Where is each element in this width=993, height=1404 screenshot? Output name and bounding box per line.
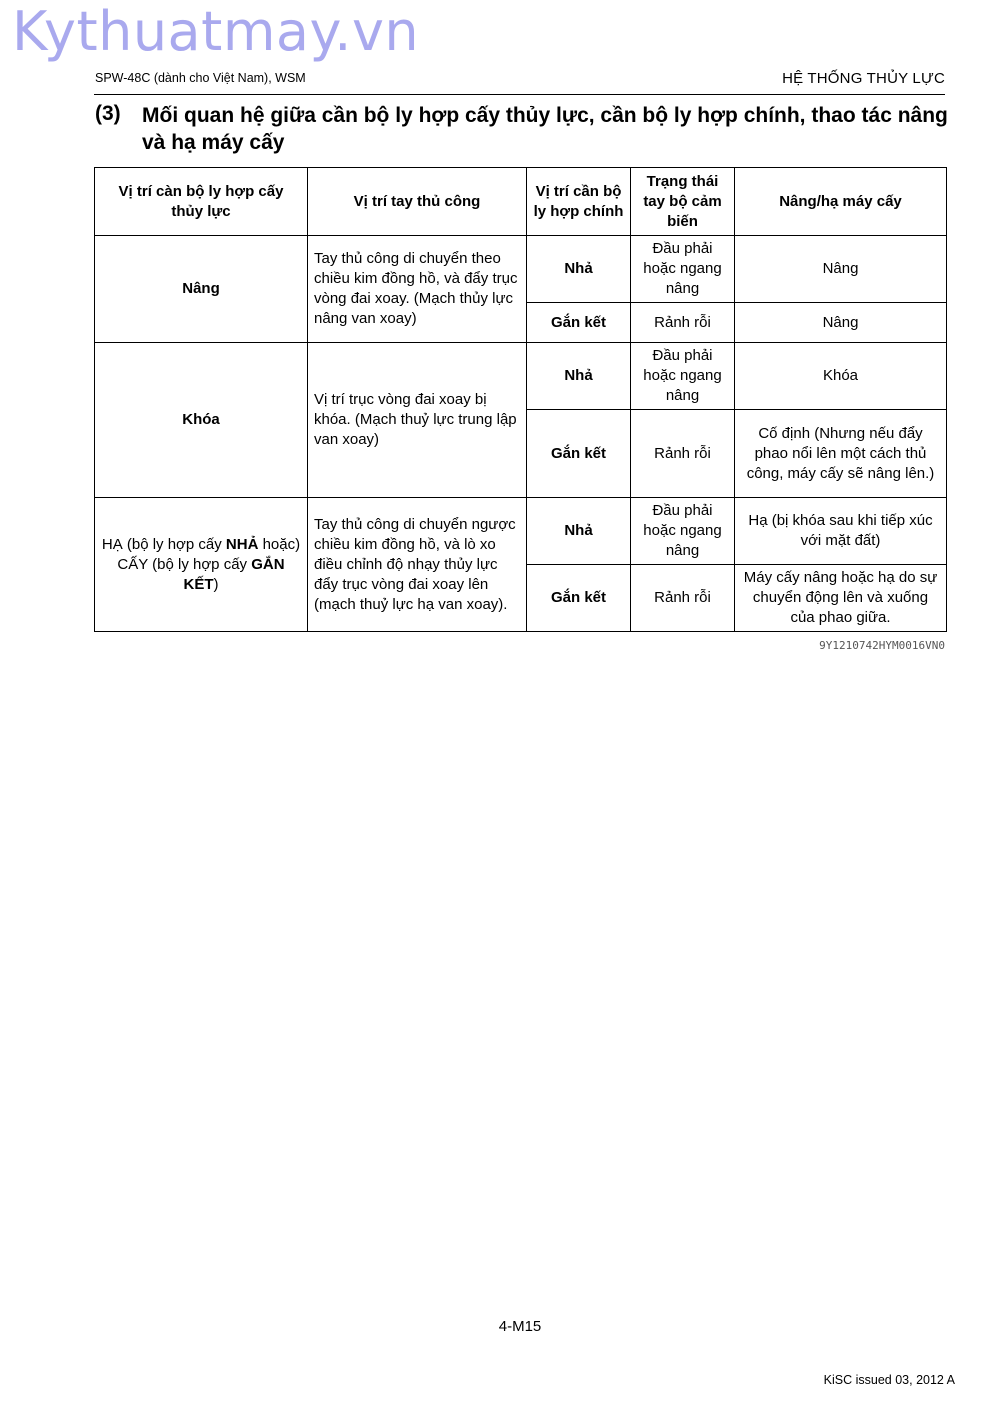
header-main-clutch-position: Vị trí cần bộ ly hợp chính bbox=[527, 168, 631, 236]
result-cell: Hạ (bị khóa sau khi tiếp xúc với mặt đất) bbox=[735, 498, 947, 565]
position-cell: Khóa bbox=[95, 343, 308, 498]
header-sensor-state: Trạng thái tay bộ cảm biến bbox=[631, 168, 735, 236]
table-row bbox=[95, 343, 947, 410]
sensor-cell: Đầu phải hoặc ngang nâng bbox=[631, 236, 735, 303]
header-raise-lower: Nâng/hạ máy cấy bbox=[735, 168, 947, 236]
manual-cell: Vị trí trục vòng đai xoay bị khóa. (Mạch thuỷ lực trung lập van xoay) bbox=[308, 343, 527, 498]
clutch-cell: Nhả bbox=[527, 343, 631, 410]
watermark-logo: Kythuatmay.vn bbox=[12, 0, 420, 63]
clutch-cell: Nhả bbox=[527, 498, 631, 565]
sensor-cell: Đầu phải hoặc ngang nâng bbox=[631, 343, 735, 410]
position-emphasis: GẮN KẾT bbox=[183, 555, 285, 593]
manual-cell: Tay thủ công di chuyển theo chiều kim đồng hồ, và đẩy trục vòng đai xoay. (Mạch thủy lực nâng van xoay) bbox=[308, 236, 527, 343]
header-hydraulic-clutch-position: Vị trí càn bộ ly hợp cấy thủy lực bbox=[95, 168, 308, 236]
sensor-cell: Đầu phải hoặc ngang nâng bbox=[631, 498, 735, 565]
table-row bbox=[95, 236, 947, 303]
clutch-cell: Gắn kết bbox=[527, 303, 631, 343]
relationship-table bbox=[94, 167, 947, 632]
clutch-cell: Gắn kết bbox=[527, 565, 631, 632]
position-text: ) bbox=[213, 575, 219, 593]
clutch-cell: Nhả bbox=[527, 236, 631, 303]
page-number: 4-M15 bbox=[498, 1318, 542, 1335]
sensor-cell: Rảnh rỗi bbox=[631, 410, 735, 498]
position-cell bbox=[95, 498, 308, 632]
sensor-cell: Rảnh rỗi bbox=[631, 303, 735, 343]
header-chapter-title: HỆ THỐNG THỦY LỰC bbox=[782, 70, 945, 87]
header-manual-name: SPW-48C (dành cho Việt Nam), WSM bbox=[95, 71, 306, 85]
document-reference-code: 9Y1210742HYM0016VN0 bbox=[819, 639, 945, 652]
manual-cell: Tay thủ công di chuyển ngược chiều kim đồng hồ, và lò xo điều chỉnh độ nhạy thủy lực đẩy trục vòng đai xoay lên (mạch thuỷ lực hạ van xoay). bbox=[308, 498, 527, 632]
issue-note: KiSC issued 03, 2012 A bbox=[823, 1373, 955, 1387]
position-cell: Nâng bbox=[95, 236, 308, 343]
result-cell: Nâng bbox=[735, 236, 947, 303]
position-emphasis: NHẢ bbox=[225, 535, 259, 553]
header-manual-lever-position: Vị trí tay thủ công bbox=[308, 168, 527, 236]
position-text: hoặc) CẤY (bộ ly hợp cấy bbox=[117, 535, 301, 573]
header-divider bbox=[94, 94, 945, 95]
table-header-row bbox=[95, 168, 947, 236]
result-cell: Nâng bbox=[735, 303, 947, 343]
sensor-cell: Rảnh rỗi bbox=[631, 565, 735, 632]
table-row bbox=[95, 498, 947, 565]
clutch-cell: Gắn kết bbox=[527, 410, 631, 498]
position-text: HẠ (bộ ly hợp cấy bbox=[101, 535, 226, 553]
section-number: (3) bbox=[95, 102, 121, 125]
section-title: Mối quan hệ giữa cần bộ ly hợp cấy thủy lực, cần bộ ly hợp chính, thao tác nâng và hạ máy cấy bbox=[142, 104, 948, 154]
result-cell: Cố định (Nhưng nếu đẩy phao nổi lên một cách thủ công, máy cấy sẽ nâng lên.) bbox=[735, 410, 947, 498]
result-cell: Khóa bbox=[735, 343, 947, 410]
result-cell: Máy cấy nâng hoặc hạ do sự chuyển động lên và xuống của phao giữa. bbox=[735, 565, 947, 632]
